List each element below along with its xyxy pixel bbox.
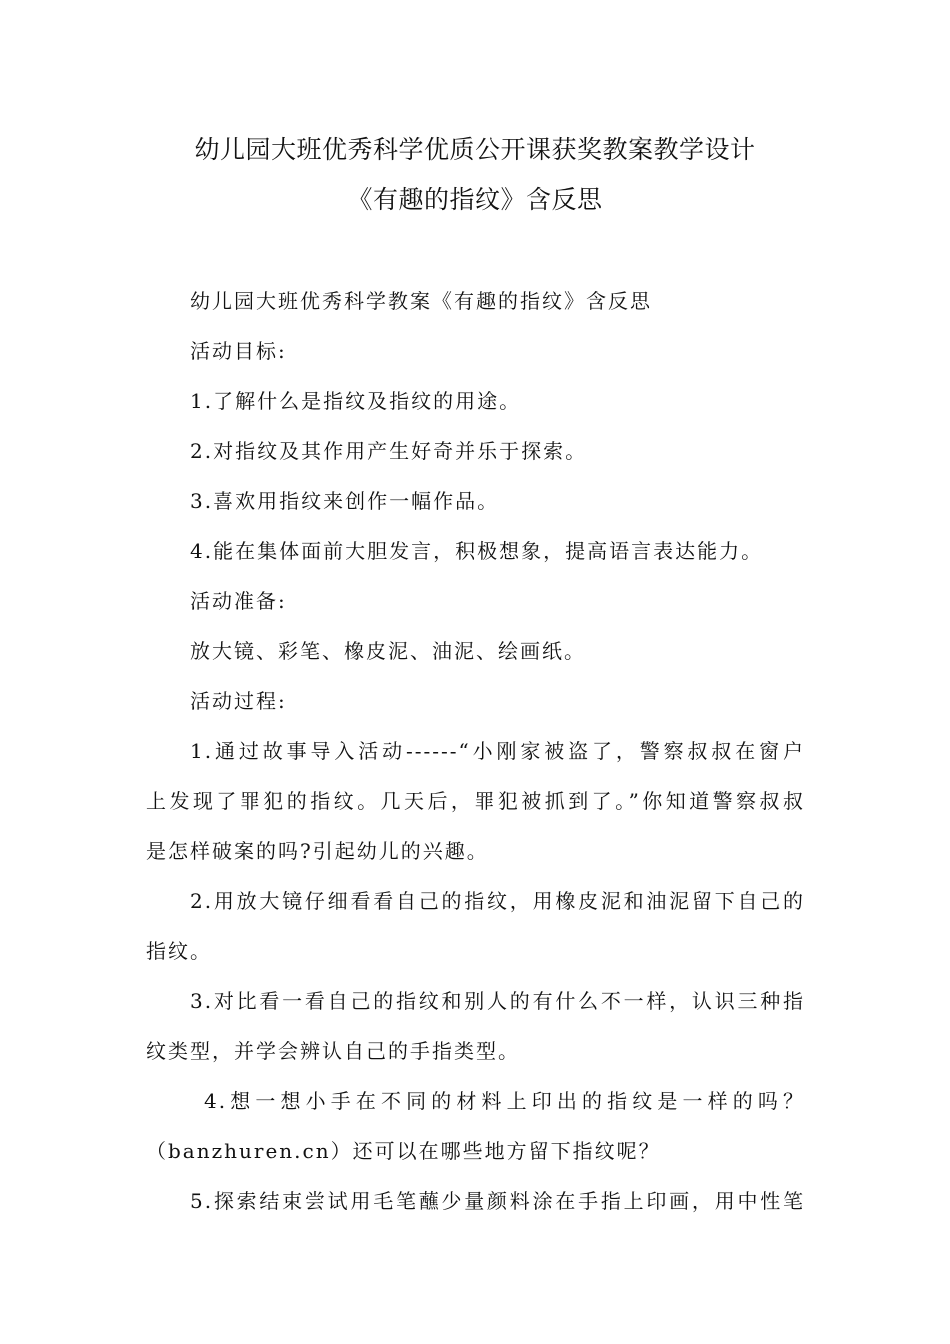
step-5-line-1: 5.探索结束尝试用毛笔蘸少量颜料涂在手指上印画，用中性笔 — [190, 1189, 805, 1213]
document-title-line-1: 幼儿园大班优秀科学优质公开课获奖教案教学设计 — [194, 135, 756, 164]
goal-item-4: 4.能在集体面前大胆发言，积极想象，提高语言表达能力。 — [190, 539, 764, 563]
step-1-line-1: 1.通过故事导入活动------“小刚家被盗了，警察叔叔在窗户 — [190, 739, 805, 763]
prep-heading: 活动准备: — [190, 589, 287, 613]
goal-item-2: 2.对指纹及其作用产生好奇并乐于探索。 — [190, 439, 588, 463]
step-2-line-2: 指纹。 — [146, 939, 212, 963]
goal-item-3: 3.喜欢用指纹来创作一幅作品。 — [190, 489, 500, 513]
process-heading: 活动过程: — [190, 689, 287, 713]
step-4-line-2: （banzhuren.cn）还可以在哪些地方留下指纹呢？ — [146, 1139, 661, 1163]
prep-items: 放大镜、彩笔、橡皮泥、油泥、绘画纸。 — [190, 639, 586, 663]
step-1-line-3: 是怎样破案的吗?引起幼儿的兴趣。 — [146, 839, 489, 863]
goal-item-1: 1.了解什么是指纹及指纹的用途。 — [190, 389, 522, 413]
step-2-line-1: 2.用放大镜仔细看看自己的指纹，用橡皮泥和油泥留下自己的 — [190, 889, 805, 913]
document-subtitle: 幼儿园大班优秀科学教案《有趣的指纹》含反思 — [190, 289, 652, 313]
goals-heading: 活动目标: — [190, 339, 287, 363]
document-title-line-2: 《有趣的指纹》含反思 — [347, 185, 603, 214]
step-3-line-1: 3.对比看一看自己的指纹和别人的有什么不一样，认识三种指 — [190, 989, 805, 1013]
step-3-line-2: 纹类型，并学会辨认自己的手指类型。 — [146, 1039, 520, 1063]
step-1-line-2: 上发现了罪犯的指纹。几天后，罪犯被抓到了。”你知道警察叔叔 — [146, 789, 805, 813]
step-4-line-1: 4.想一想小手在不同的材料上印出的指纹是一样的吗？ — [204, 1089, 805, 1113]
